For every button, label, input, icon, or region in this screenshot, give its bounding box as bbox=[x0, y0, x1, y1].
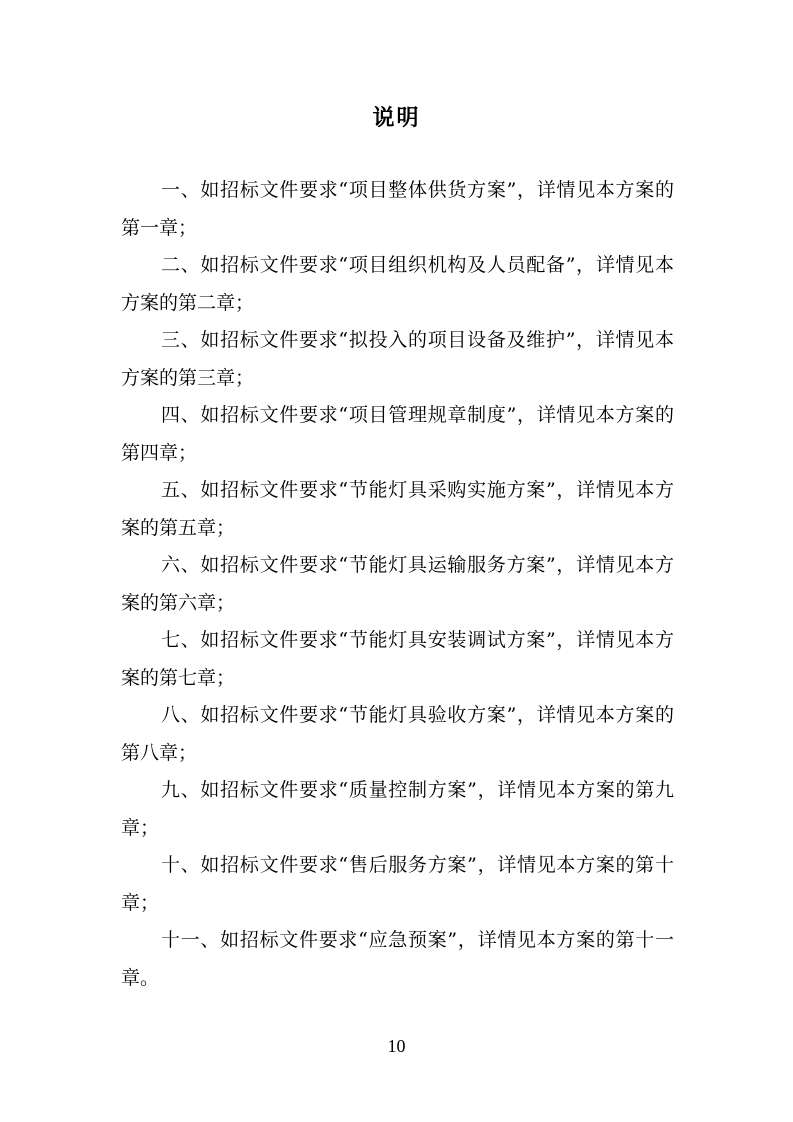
paragraph-4: 四、如招标文件要求“项目管理规章制度”，详情见本方案的第四章； bbox=[121, 404, 674, 464]
paragraph-1: 一、如招标文件要求“项目整体供货方案”，详情见本方案的第一章； bbox=[121, 179, 674, 239]
paragraph-5: 五、如招标文件要求“节能灯具采购实施方案”，详情见本方案的第五章； bbox=[121, 479, 674, 539]
paragraph-2: 二、如招标文件要求“项目组织机构及人员配备”，详情见本方案的第二章； bbox=[121, 254, 674, 314]
paragraph-8: 八、如招标文件要求“节能灯具验收方案”，详情见本方案的第八章； bbox=[121, 704, 674, 764]
paragraph-10: 十、如招标文件要求“售后服务方案”，详情见本方案的第十章； bbox=[121, 854, 674, 914]
page-title: 说明 bbox=[372, 105, 421, 131]
paragraph-11: 十一、如招标文件要求“应急预案”，详情见本方案的第十一章。 bbox=[121, 929, 674, 989]
document-body bbox=[121, 172, 674, 997]
paragraph-3: 三、如招标文件要求“拟投入的项目设备及维护”，详情见本方案的第三章； bbox=[121, 329, 674, 389]
paragraph-7: 七、如招标文件要求“节能灯具安装调试方案”，详情见本方案的第七章； bbox=[121, 629, 674, 689]
paragraph-9: 九、如招标文件要求“质量控制方案”，详情见本方案的第九章； bbox=[121, 779, 674, 839]
page-number: 10 bbox=[387, 1036, 406, 1056]
paragraph-6: 六、如招标文件要求“节能灯具运输服务方案”，详情见本方案的第六章； bbox=[121, 554, 674, 614]
